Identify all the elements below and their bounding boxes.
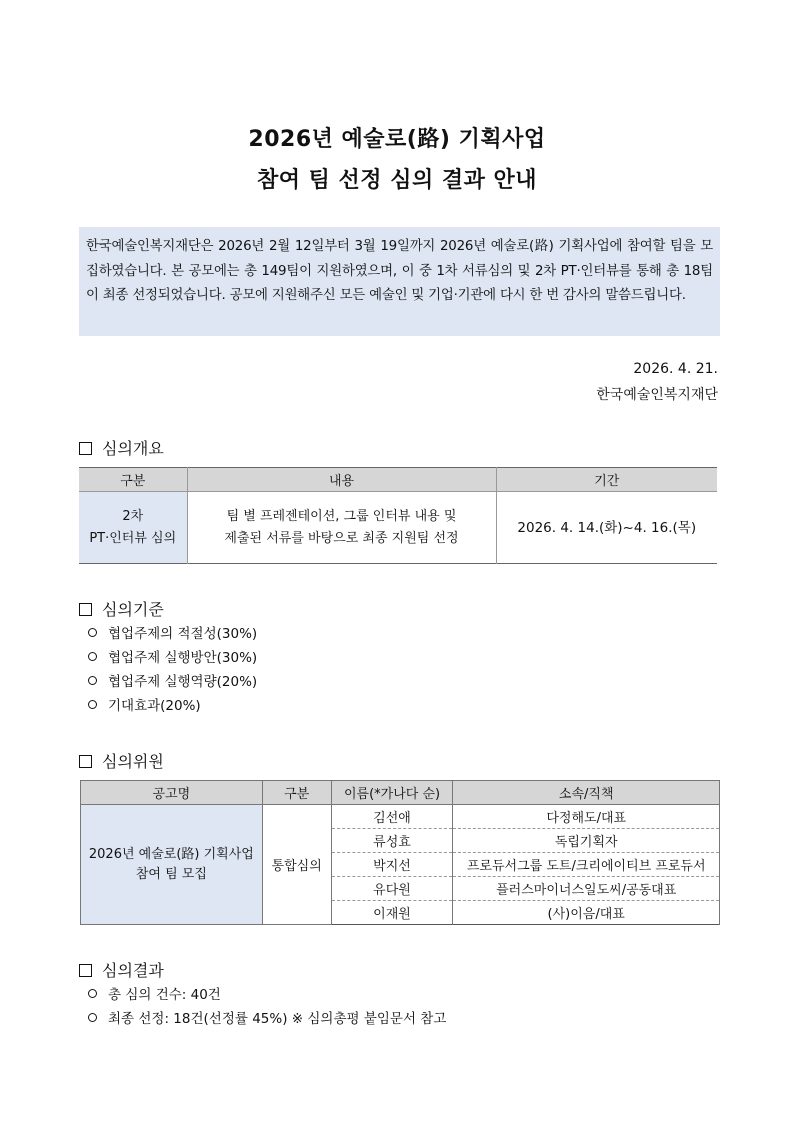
overview-content-cell xyxy=(187,492,496,564)
bullet-circle-icon xyxy=(88,628,97,637)
overview-header-period: 기간 xyxy=(496,468,717,492)
overview-content-line2: 제출된 서류를 바탕으로 최종 지원팀 선정 xyxy=(224,530,459,546)
checkbox-square-icon xyxy=(79,755,92,768)
member-affiliation: (사)이음/대표 xyxy=(453,901,720,925)
committee-table xyxy=(80,780,720,925)
section-results-title: 심의결과 xyxy=(102,961,164,980)
checkbox-square-icon xyxy=(79,964,92,977)
overview-table xyxy=(79,467,717,564)
overview-header-row xyxy=(79,468,717,492)
bullet-circle-icon xyxy=(88,989,97,998)
overview-header-type: 구분 xyxy=(79,468,187,492)
bullet-circle-icon xyxy=(88,1013,97,1022)
member-name: 이재원 xyxy=(331,901,453,925)
section-results-heading xyxy=(79,958,164,981)
list-item xyxy=(88,622,257,646)
committee-header-name: 이름(*가나다 순) xyxy=(331,781,453,805)
member-name: 유다원 xyxy=(331,877,453,901)
section-overview-heading xyxy=(79,436,164,459)
committee-notice-line2: 참여 팀 모집 xyxy=(135,866,207,882)
committee-notice-line1: 2026년 예술로(路) 기획사업 xyxy=(88,846,254,862)
committee-notice-cell xyxy=(81,805,263,925)
checkbox-square-icon xyxy=(79,603,92,616)
results-item: 총 심의 건수: 40건 xyxy=(108,987,221,1003)
bullet-circle-icon xyxy=(88,652,97,661)
committee-header-notice: 공고명 xyxy=(81,781,263,805)
overview-period-cell: 2026. 4. 14.(화)~4. 16.(목) xyxy=(517,519,697,536)
overview-content-line1: 팀 별 프레젠테이션, 그룹 인터뷰 내용 및 xyxy=(226,508,457,524)
member-name: 류성효 xyxy=(331,829,453,853)
table-row xyxy=(81,805,720,829)
committee-header-row xyxy=(81,781,720,805)
section-committee-heading xyxy=(79,749,164,772)
member-affiliation: 프로듀서그룹 도트/크리에이티브 프로듀서 xyxy=(453,853,720,877)
member-affiliation: 독립기획자 xyxy=(453,829,720,853)
overview-row xyxy=(79,492,717,564)
list-item xyxy=(88,670,257,694)
list-item xyxy=(88,694,257,718)
criteria-item: 협업주제 실행방안(30%) xyxy=(108,650,258,666)
criteria-item: 기대효과(20%) xyxy=(108,698,201,714)
bullet-circle-icon xyxy=(88,676,97,685)
list-item xyxy=(88,646,257,670)
checkbox-square-icon xyxy=(79,442,92,455)
section-criteria-title: 심의기준 xyxy=(102,600,164,619)
organization-name: 한국예술인복지재단 xyxy=(596,387,718,403)
criteria-item: 협업주제 실행역량(20%) xyxy=(108,674,258,690)
results-item: 최종 선정: 18건(선정률 45%) ※ 심의총평 붙임문서 참고 xyxy=(108,1011,447,1027)
title-line1: 2026년 예술로(路) 기획사업 xyxy=(248,127,546,152)
overview-type-line1: 2차 xyxy=(122,508,144,524)
bullet-circle-icon xyxy=(88,700,97,709)
member-affiliation: 플러스마이너스일도씨/공동대표 xyxy=(453,877,720,901)
results-list xyxy=(88,983,446,1031)
list-item xyxy=(88,983,446,1007)
criteria-item: 협업주제의 적절성(30%) xyxy=(108,626,258,642)
title-line2: 참여 팀 선정 심의 결과 안내 xyxy=(256,168,538,193)
committee-type-cell: 통합심의 xyxy=(262,805,331,925)
section-criteria-heading xyxy=(79,597,164,620)
member-affiliation: 다정해도/대표 xyxy=(453,805,720,829)
committee-header-type: 구분 xyxy=(262,781,331,805)
notice-box: 한국예술인복지재단은 2026년 2월 12일부터 3월 19일까지 2026년 예술로(路) 기획사업에 참여할 팀을 모집하였습니다. 본 공모에는 총 149팀이 지원하였으며, 이 중 1차 서류심의 및 2차 PT·인터뷰를 통해 총 18팀이 최종 선정되었습니다. 공모에 지원해주신 모든 예술인 및 기업·기관에 다시 한 번 감사의 말씀드립니다. xyxy=(79,227,720,336)
section-committee-title: 심의위원 xyxy=(102,752,164,771)
committee-header-affiliation: 소속/직책 xyxy=(453,781,720,805)
member-name: 김선애 xyxy=(331,805,453,829)
overview-header-content: 내용 xyxy=(187,468,496,492)
notice-date: 2026. 4. 21. xyxy=(633,361,718,377)
overview-type-cell xyxy=(79,492,187,564)
section-overview-title: 심의개요 xyxy=(102,439,164,458)
member-name: 박지선 xyxy=(331,853,453,877)
overview-type-line2: PT·인터뷰 심의 xyxy=(89,530,177,546)
criteria-list xyxy=(88,622,257,718)
list-item xyxy=(88,1007,446,1031)
